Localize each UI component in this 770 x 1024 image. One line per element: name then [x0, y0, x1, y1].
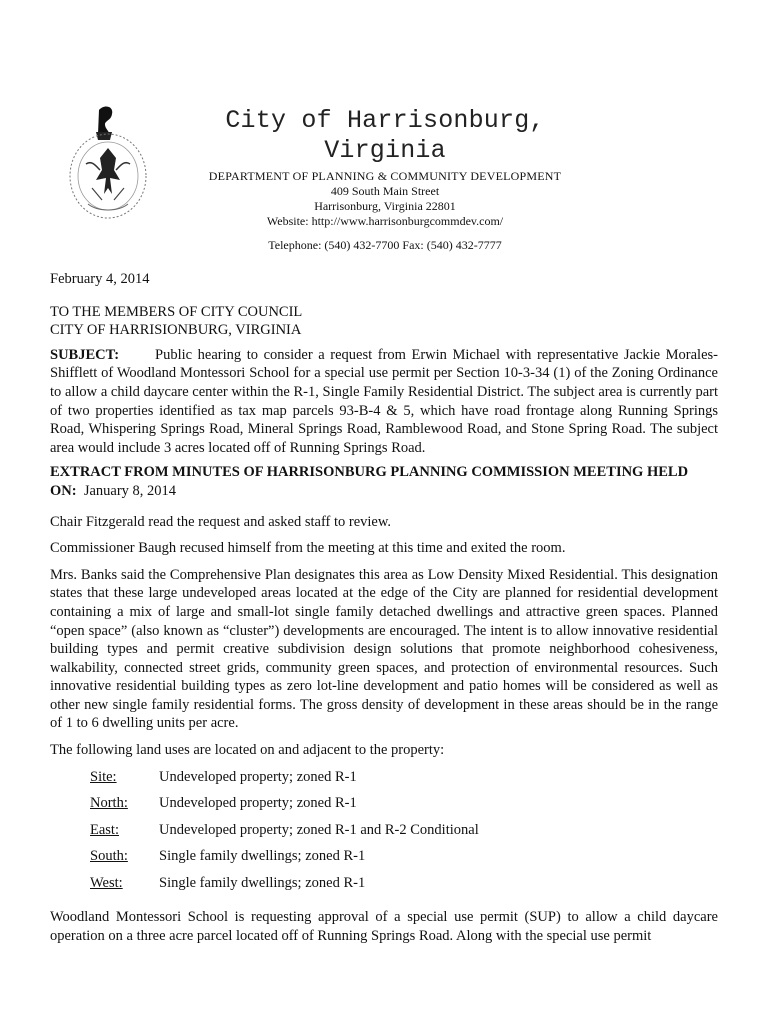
- paragraph-comprehensive-plan: Mrs. Banks said the Comprehensive Plan designates this area as Low Density Mixed Residential. This designation states that these large undeveloped areas located at the edge of the City are planned for residential development containing a mix of large and small-lot single family detached dwellings and attractive green spaces. Planned “open space” (also known as “cluster”) developments are encouraged. The intent is to allow innovative residential building types and permit creative subdivision design solutions that promote neighborhood cohesiveness, walkability, connected street grids, community green spaces, and protection of environmental resources. Such innovative residential building types as zero lot-line development and patio homes will be considered as well as other new single family residential forms. The gross density of development in these areas should be in the range of 1 to 6 dwelling units per acre.: [50, 566, 718, 732]
- city-seal-icon: [66, 104, 150, 222]
- land-use-description: Single family dwellings; zoned R-1: [159, 848, 366, 865]
- land-use-direction: East:: [90, 821, 119, 838]
- land-use-description: Undeveloped property; zoned R-1: [159, 768, 357, 785]
- land-use-row: [90, 817, 718, 844]
- land-use-row: [90, 790, 718, 817]
- street-address: 409 South Main Street: [330, 184, 440, 198]
- land-use-direction: North:: [90, 795, 128, 812]
- meeting-date: January 8, 2014: [83, 482, 177, 499]
- subject-paragraph: [50, 346, 718, 458]
- subject-text: Public hearing to consider a request from Erwin Michael with representative Jackie Morales-Shifflett of Woodland Montessori School for a special use permit per Section 10-3-34 (1) of the Zoning Ordinance to allow a child daycare center within the R-1, Single Family Residential District. The subject area is currently part of two properties identified as tax map parcels 93-B-4 & 5, which have road frontage along Running Springs Road, Whispering Springs Road, Mineral Springs Road, Ramblewood Road, and Stone Spring Road. The subject area would include 3 acres located off of Running Springs Road.: [50, 346, 718, 456]
- paragraph-sup-request: Woodland Montessori School is requesting approval of a special use permit (SUP) to allow a child daycare operation on a three acre parcel located off of Running Springs Road. Along with the special use permit: [50, 909, 718, 944]
- letterhead: [160, 106, 610, 253]
- paragraph-land-uses-intro: The following land uses are located on and adjacent to the property:: [50, 742, 445, 759]
- land-use-description: Undeveloped property; zoned R-1 and R-2 Conditional: [159, 821, 479, 838]
- website: Website: http://www.harrisonburgcommdev.com/: [266, 214, 504, 228]
- subject-label: SUBJECT:: [50, 346, 120, 363]
- recipient-line-1: TO THE MEMBERS OF CITY COUNCIL: [50, 303, 303, 320]
- extract-heading: [50, 463, 718, 500]
- land-use-row: [90, 870, 718, 897]
- city-state-zip: Harrisonburg, Virginia 22801: [314, 199, 456, 213]
- phone-fax: Telephone: (540) 432-7700 Fax: (540) 432-7777: [268, 238, 502, 252]
- land-use-description: Undeveloped property; zoned R-1: [159, 795, 357, 812]
- recipient-line-2: CITY OF HARRISIONBURG, VIRGINIA: [50, 322, 302, 339]
- letter-date: February 4, 2014: [50, 271, 150, 287]
- land-use-direction: West:: [90, 874, 123, 891]
- land-use-row: [90, 764, 718, 791]
- land-use-description: Single family dwellings; zoned R-1: [159, 874, 366, 891]
- letter-body: [50, 270, 718, 945]
- city-title: City of Harrisonburg, Virginia: [225, 106, 545, 165]
- land-use-direction: South:: [90, 848, 128, 865]
- land-use-direction: Site:: [90, 768, 117, 785]
- land-use-list: [90, 764, 718, 897]
- recipient-block: [50, 303, 718, 340]
- paragraph-recusal: Commissioner Baugh recused himself from the meeting at this time and exited the room.: [50, 540, 566, 557]
- department-name: DEPARTMENT OF PLANNING & COMMUNITY DEVELOPMENT: [208, 169, 562, 183]
- paragraph-chair: Chair Fitzgerald read the request and asked staff to review.: [50, 513, 392, 530]
- extract-heading-text: EXTRACT FROM MINUTES OF HARRISONBURG PLANNING COMMISSION MEETING HELD ON:: [50, 464, 689, 499]
- land-use-row: [90, 843, 718, 870]
